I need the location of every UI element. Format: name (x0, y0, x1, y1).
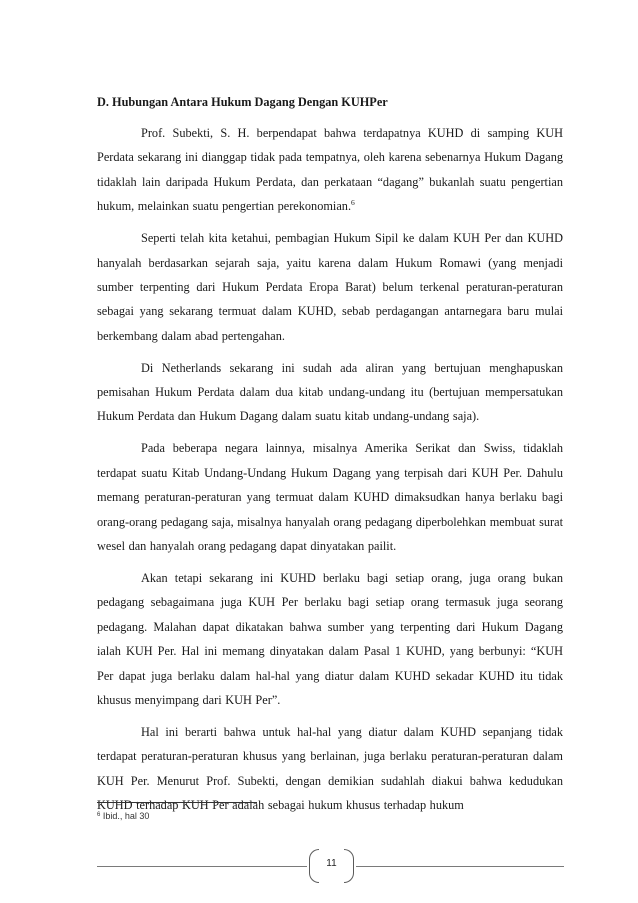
page-number-bracket-right (344, 849, 354, 883)
paragraph-text: Di Netherlands sekarang ini sudah ada aliran yang bertujuan menghapuskan pemisahan Hukum Perdata dalam dua kitab undang-undang itu (bertujuan mempersatukan Hukum Perdata dan Hukum Dagang dalam suatu kitab undang-undang saja). (97, 360, 563, 424)
paragraph-text: Hal ini berarti bahwa untuk hal-hal yang diatur dalam KUHD sepanjang tidak terdapat peraturan-peraturan khusus yang berlainan, juga berlaku peraturan-peraturan dalam KUH Per. Menurut Prof. Subekti, dengan demikian sudahlah diakui bahwa kedudukan KUHD terhadap KUH Per adalah sebagai hukum khusus terhadap hukum (97, 724, 563, 813)
footer-rule-right (356, 866, 564, 867)
paragraph-text: Pada beberapa negara lainnya, misalnya Amerika Serikat dan Swiss, tidaklah terdapat suatu Kitab Undang-Undang Hukum Dagang yang terpisah dari KUH Per. Dahulu memang peraturan-peraturan yang termuat dalam KUHD dimaksudkan hanya berlaku bagi orang-orang pedagang saja, misalnya hanyalah orang pedagang diperbolehkan membuat surat wesel dan hanyalah orang pedagang dapat dinyatakan pailit. (97, 441, 563, 553)
paragraph-text: Akan tetapi sekarang ini KUHD berlaku bagi setiap orang, juga orang bukan pedagang sebagaimana juga KUH Per berlaku bagi setiap orang termasuk juga seorang pedagang. Malahan dapat dikatakan bahwa sumber yang terpenting dari Hukum Dagang ialah KUH Per. Hal ini memang dinyatakan dalam Pasal 1 KUHD, yang berbunyi: “KUH Per dapat juga berlaku dalam hal-hal yang diatur dalam KUHD sekadar KUHD itu tidak khusus menyimpang dari KUH Per”. (97, 570, 563, 707)
footnote-separator (97, 802, 257, 803)
footnote (97, 811, 149, 821)
paragraph (97, 356, 563, 429)
page-number-bracket-left (309, 849, 319, 883)
footnote-text: Ibid., hal 30 (102, 811, 150, 821)
paragraph-text: Prof. Subekti, S. H. berpendapat bahwa terdapatnya KUHD di samping KUH Perdata sekarang ini dianggap tidak pada tempatnya, oleh karena sebenarnya Hukum Dagang tidaklah lain daripada Hukum Perdata, dan perkataan “dagang” bukanlah suatu pengertian hukum, melainkan suatu pengertian perekonomian. (97, 126, 563, 214)
footnote-reference[interactable]: 6 (351, 198, 355, 208)
body-text (97, 121, 563, 825)
paragraph (97, 436, 563, 558)
paragraph (97, 226, 563, 348)
footer-rule-left (97, 866, 307, 867)
paragraph (97, 566, 563, 712)
paragraph (97, 121, 563, 219)
footnote-number: 6 (97, 812, 101, 818)
paragraph-text: Seperti telah kita ketahui, pembagian Hukum Sipil ke dalam KUH Per dan KUHD hanyalah berdasarkan sejarah saja, yaitu karena dalam Hukum Romawi (yang menjadi sumber terpenting dari Hukum Perdata Eropa Barat) belum terkenal peraturan-peraturan sebagai yang sekarang termuat dalam KUHD, sebab perdagangan antarnegara baru mulai berkembang dalam abad pertengahan. (97, 231, 563, 343)
page-number: 11 (326, 858, 337, 869)
section-heading: D. Hubungan Antara Hukum Dagang Dengan KUHPer (97, 95, 388, 109)
